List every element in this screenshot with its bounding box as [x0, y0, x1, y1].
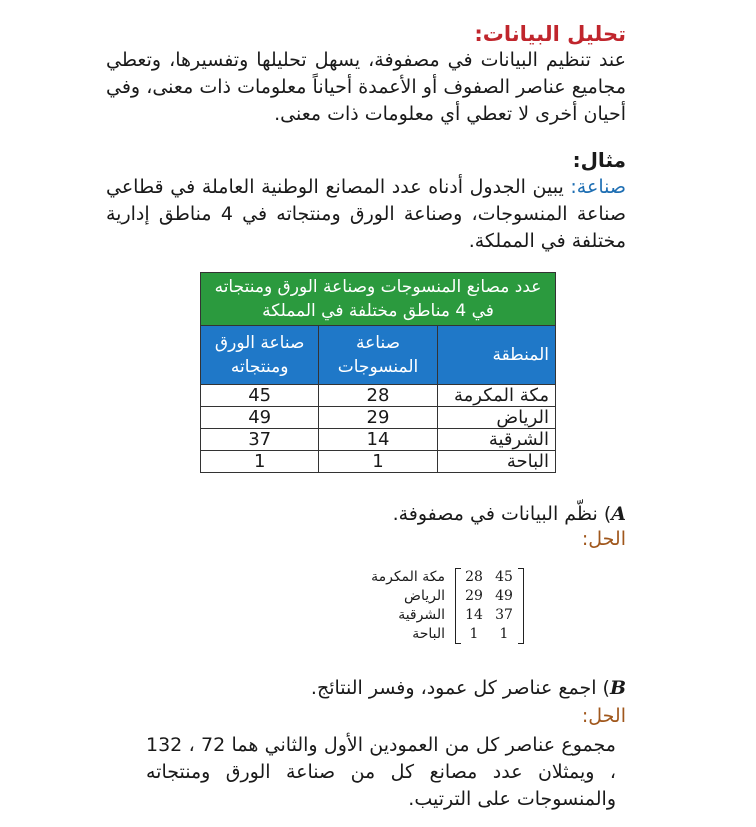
matrix-cell: 37 [495, 607, 513, 623]
header-paper: صناعة الورق ومنتجاته [201, 326, 319, 385]
header-textiles: صناعة المنسوجات [319, 326, 437, 385]
matrix-left-bracket [455, 568, 461, 644]
cell-paper: 1 [201, 451, 319, 473]
cell-textiles: 14 [319, 429, 437, 451]
matrix-row-labels [335, 568, 445, 644]
example-label: صناعة: [570, 176, 626, 198]
matrix-cell: 28 [465, 569, 483, 585]
cell-textiles: 1 [319, 451, 437, 473]
matrix [360, 568, 535, 644]
question-a [393, 503, 626, 525]
cell-textiles: 29 [319, 407, 437, 429]
table-row [201, 429, 556, 451]
matrix-cell: 29 [465, 588, 483, 604]
matrix-row-label: الباحة [412, 626, 445, 642]
question-a-text: ) نظّم البيانات في مصفوفة. [392, 503, 612, 525]
cell-paper: 45 [201, 385, 319, 407]
matrix-row-label: الرياض [404, 588, 445, 604]
intro-paragraph: عند تنظيم البيانات في مصفوفة، يسهل تحليلها وتفسيرها، وتعطي مجاميع عناصر الصفوف أو الأعمدة أحياناً معلومات ذات معنى، وفي أحيان أخرى لا تعطي أي معلومات ذات معنى. [106, 49, 626, 125]
matrix-row-label: مكة المكرمة [371, 569, 445, 585]
matrix-cell: 49 [495, 588, 513, 604]
cell-paper: 49 [201, 407, 319, 429]
factories-table [200, 272, 556, 473]
cell-region: الباحة [437, 451, 555, 473]
question-b-letter: B [609, 677, 626, 699]
solution-b-label: الحل: [581, 705, 626, 727]
question-b [311, 677, 626, 699]
matrix-cell: 14 [465, 607, 483, 623]
table-title: عدد مصانع المنسوجات وصناعة الورق ومنتجاته في 4 مناطق مختلفة في المملكة [201, 273, 556, 326]
cell-region: مكة المكرمة [437, 385, 555, 407]
table-row [201, 407, 556, 429]
matrix-right-bracket [518, 568, 524, 644]
example-text: يبين الجدول أدناه عدد المصانع الوطنية العاملة في قطاعي صناعة المنسوجات، وصناعة الورق ومنتجاته في 4 مناطق إدارية مختلفة في المملكة. [106, 176, 626, 252]
section-heading: تحليل البيانات: [474, 22, 626, 46]
matrix-row-label: الشرقية [398, 607, 445, 623]
question-b-text: ) اجمع عناصر كل عمود، وفسر النتائج. [310, 677, 610, 699]
matrix-cell: 1 [499, 626, 509, 642]
matrix-cell: 1 [469, 626, 479, 642]
header-region: المنطقة [437, 326, 555, 385]
example-paragraph [106, 174, 626, 255]
cell-region: الشرقية [437, 429, 555, 451]
solution-b-answer: مجموع عناصر كل من العمودين الأول والثاني هما 72 ، 132 ، ويمثلان عدد مصانع كل من صناعة الورق ومنتجاته والمنسوجات على الترتيب. [146, 734, 616, 810]
cell-paper: 37 [201, 429, 319, 451]
question-a-letter: A [611, 503, 626, 525]
solution-a-label: الحل: [581, 528, 626, 550]
table-row [201, 385, 556, 407]
example-heading: مثال: [572, 148, 626, 172]
table-row [201, 451, 556, 473]
matrix-cell: 45 [495, 569, 513, 585]
cell-region: الرياض [437, 407, 555, 429]
cell-textiles: 28 [319, 385, 437, 407]
